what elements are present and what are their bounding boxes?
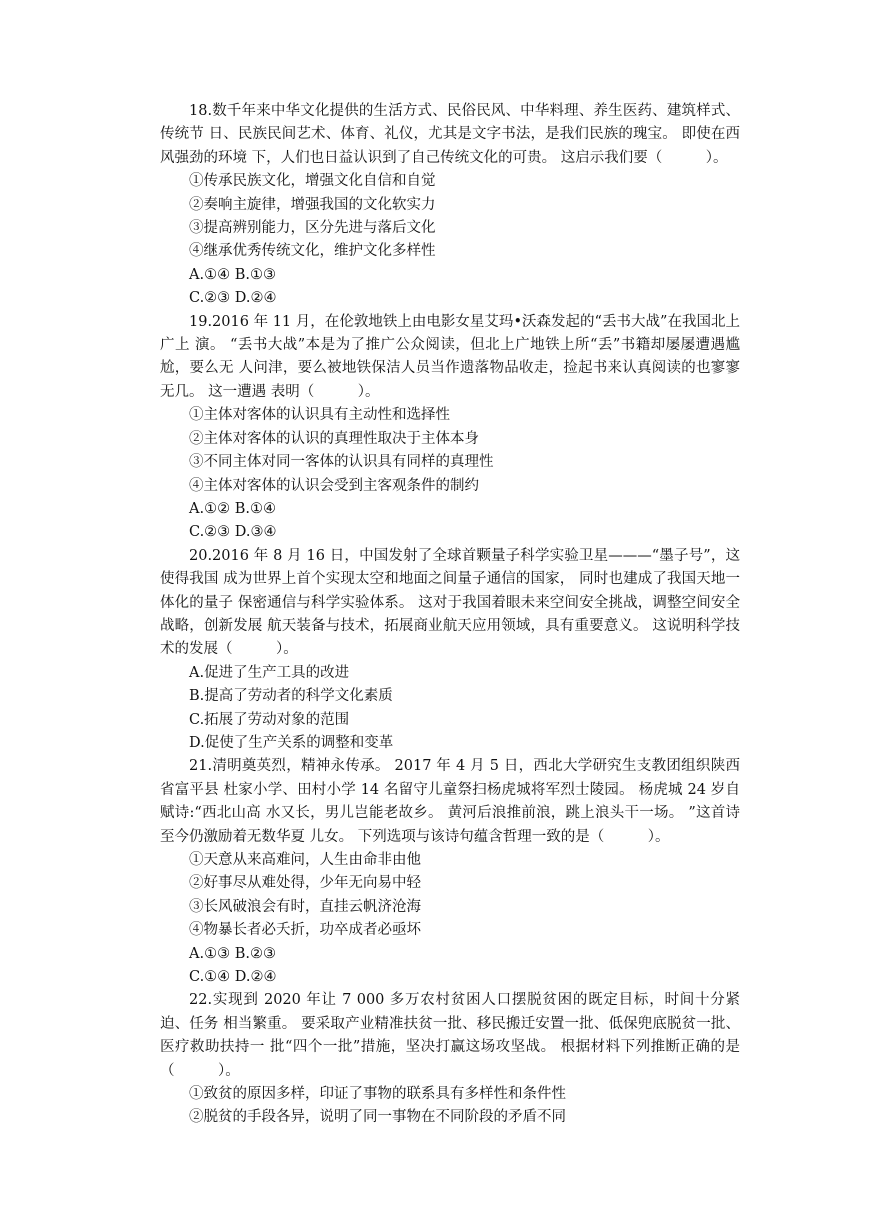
question-19 xyxy=(160,311,740,545)
answer-choices: C.②③ D.③④ xyxy=(189,524,277,541)
option-line: ②脱贫的手段各异，说明了同一事物在不同阶段的矛盾不同 xyxy=(189,1109,566,1126)
answer-choices: C.②③ D.②④ xyxy=(189,290,277,307)
answer-choices: A.①② B.①④ xyxy=(189,500,276,517)
question-stem: 19.2016 年 11 月，在伦敦地铁上由电影女星艾玛•沃森发起的“丢书大战”在我国北上广上 演。 “丢书大战”本是为了推广公众阅读，但北上广地铁上所“丢”书籍却屡屡遭遇尴尬，要么无 人问津，要么被地铁保洁人员当作遗落物品收走，捡起书来认真阅读的也寥寥无几。 这一遭遇 表明（ ）。 xyxy=(160,313,740,400)
question-18 xyxy=(160,100,740,311)
answer-choice: A.促进了生产工具的改进 xyxy=(189,664,350,681)
option-line: ①致贫的原因多样，印证了事物的联系具有多样性和条件性 xyxy=(189,1086,566,1103)
answer-choice: D.促使了生产关系的调整和变革 xyxy=(189,734,394,751)
option-line: ②奏响主旋律，增强我国的文化软实力 xyxy=(189,196,436,213)
question-stem: 20.2016 年 8 月 16 日，中国发射了全球首颗量子科学实验卫星———“墨子号”，这使得我国 成为世界上首个实现太空和地面之间量子通信的国家， 同时也建成了我国天地一体化的量子 保密通信与科学实验体系。 这对于我国着眼未来空间安全挑战，调整空间安全战略，创新发展 航天装备与技术，拓展商业航天应用领域，具有重要意义。 这说明科学技术的发展（ ）。 xyxy=(160,547,740,658)
question-20 xyxy=(160,545,740,756)
answer-choices: A.①④ B.①③ xyxy=(189,266,276,283)
option-line: ③不同主体对同一客体的认识具有同样的真理性 xyxy=(189,454,494,471)
option-line: ②主体对客体的认识的真理性取决于主体本身 xyxy=(189,430,479,447)
option-line: ①天意从来高难问，人生由命非由他 xyxy=(189,852,421,868)
question-21 xyxy=(160,755,740,989)
answer-choice: C.拓展了劳动对象的范围 xyxy=(189,711,350,728)
option-line: ④主体对客体的认识会受到主客观条件的制约 xyxy=(189,477,479,494)
option-line: ③长风破浪会有时，直挂云帆济沧海 xyxy=(189,898,421,915)
option-line: ①传承民族文化，增强文化自信和自觉 xyxy=(189,173,436,190)
option-line: ②好事尽从难处得，少年无向易中轻 xyxy=(189,875,421,892)
answer-choice: B.提高了劳动者的科学文化素质 xyxy=(189,688,393,705)
question-22 xyxy=(160,989,740,1129)
option-line: ④物暴长者必夭折，功卒成者必亟坏 xyxy=(189,922,421,939)
option-line: ④继承优秀传统文化，维护文化多样性 xyxy=(189,243,436,260)
question-stem: 22.实现到 2020 年让 7 000 多万农村贫困人口摆脱贫困的既定目标，时间十分紧迫、任务 相当繁重。 要采取产业精准扶贫一批、移民搬迁安置一批、低保兜底脱贫一批、医疗救助扶持一 批“四个一批”措施，坚决打赢这场攻坚战。 根据材料下列推断正确的是（ ）。 xyxy=(160,992,740,1079)
question-stem: 21.清明奠英烈，精神永传承。 2017 年 4 月 5 日，西北大学研究生支教团组织陕西省富平县 杜家小学、田村小学 14 名留守儿童祭扫杨虎城将军烈士陵园。 杨虎城 24 岁自赋诗:“西北山高 水又长，男儿岂能老故乡。 黄河后浪推前浪，跳上浪头干一场。 ”这首诗至今仍激励着无数华夏 儿女。 下列选项与该诗句蕴含哲理一致的是（ ）。 xyxy=(160,758,740,845)
option-line: ①主体对客体的认识具有主动性和选择性 xyxy=(189,407,450,424)
answer-choices: A.①③ B.②③ xyxy=(189,945,276,962)
answer-choices: C.①④ D.②④ xyxy=(189,969,277,986)
option-line: ③提高辨别能力，区分先进与落后文化 xyxy=(189,220,436,237)
question-stem: 18.数千年来中华文化提供的生活方式、民俗民风、中华料理、养生医药、建筑样式、传统节 日、民族民间艺术、体育、礼仪，尤其是文字书法，是我们民族的瑰宝。 即使在西风强劲的环境 下，人们也日益认识到了自己传统文化的可贵。 这启示我们要（ ）。 xyxy=(160,103,740,166)
exam-page xyxy=(160,100,740,1130)
